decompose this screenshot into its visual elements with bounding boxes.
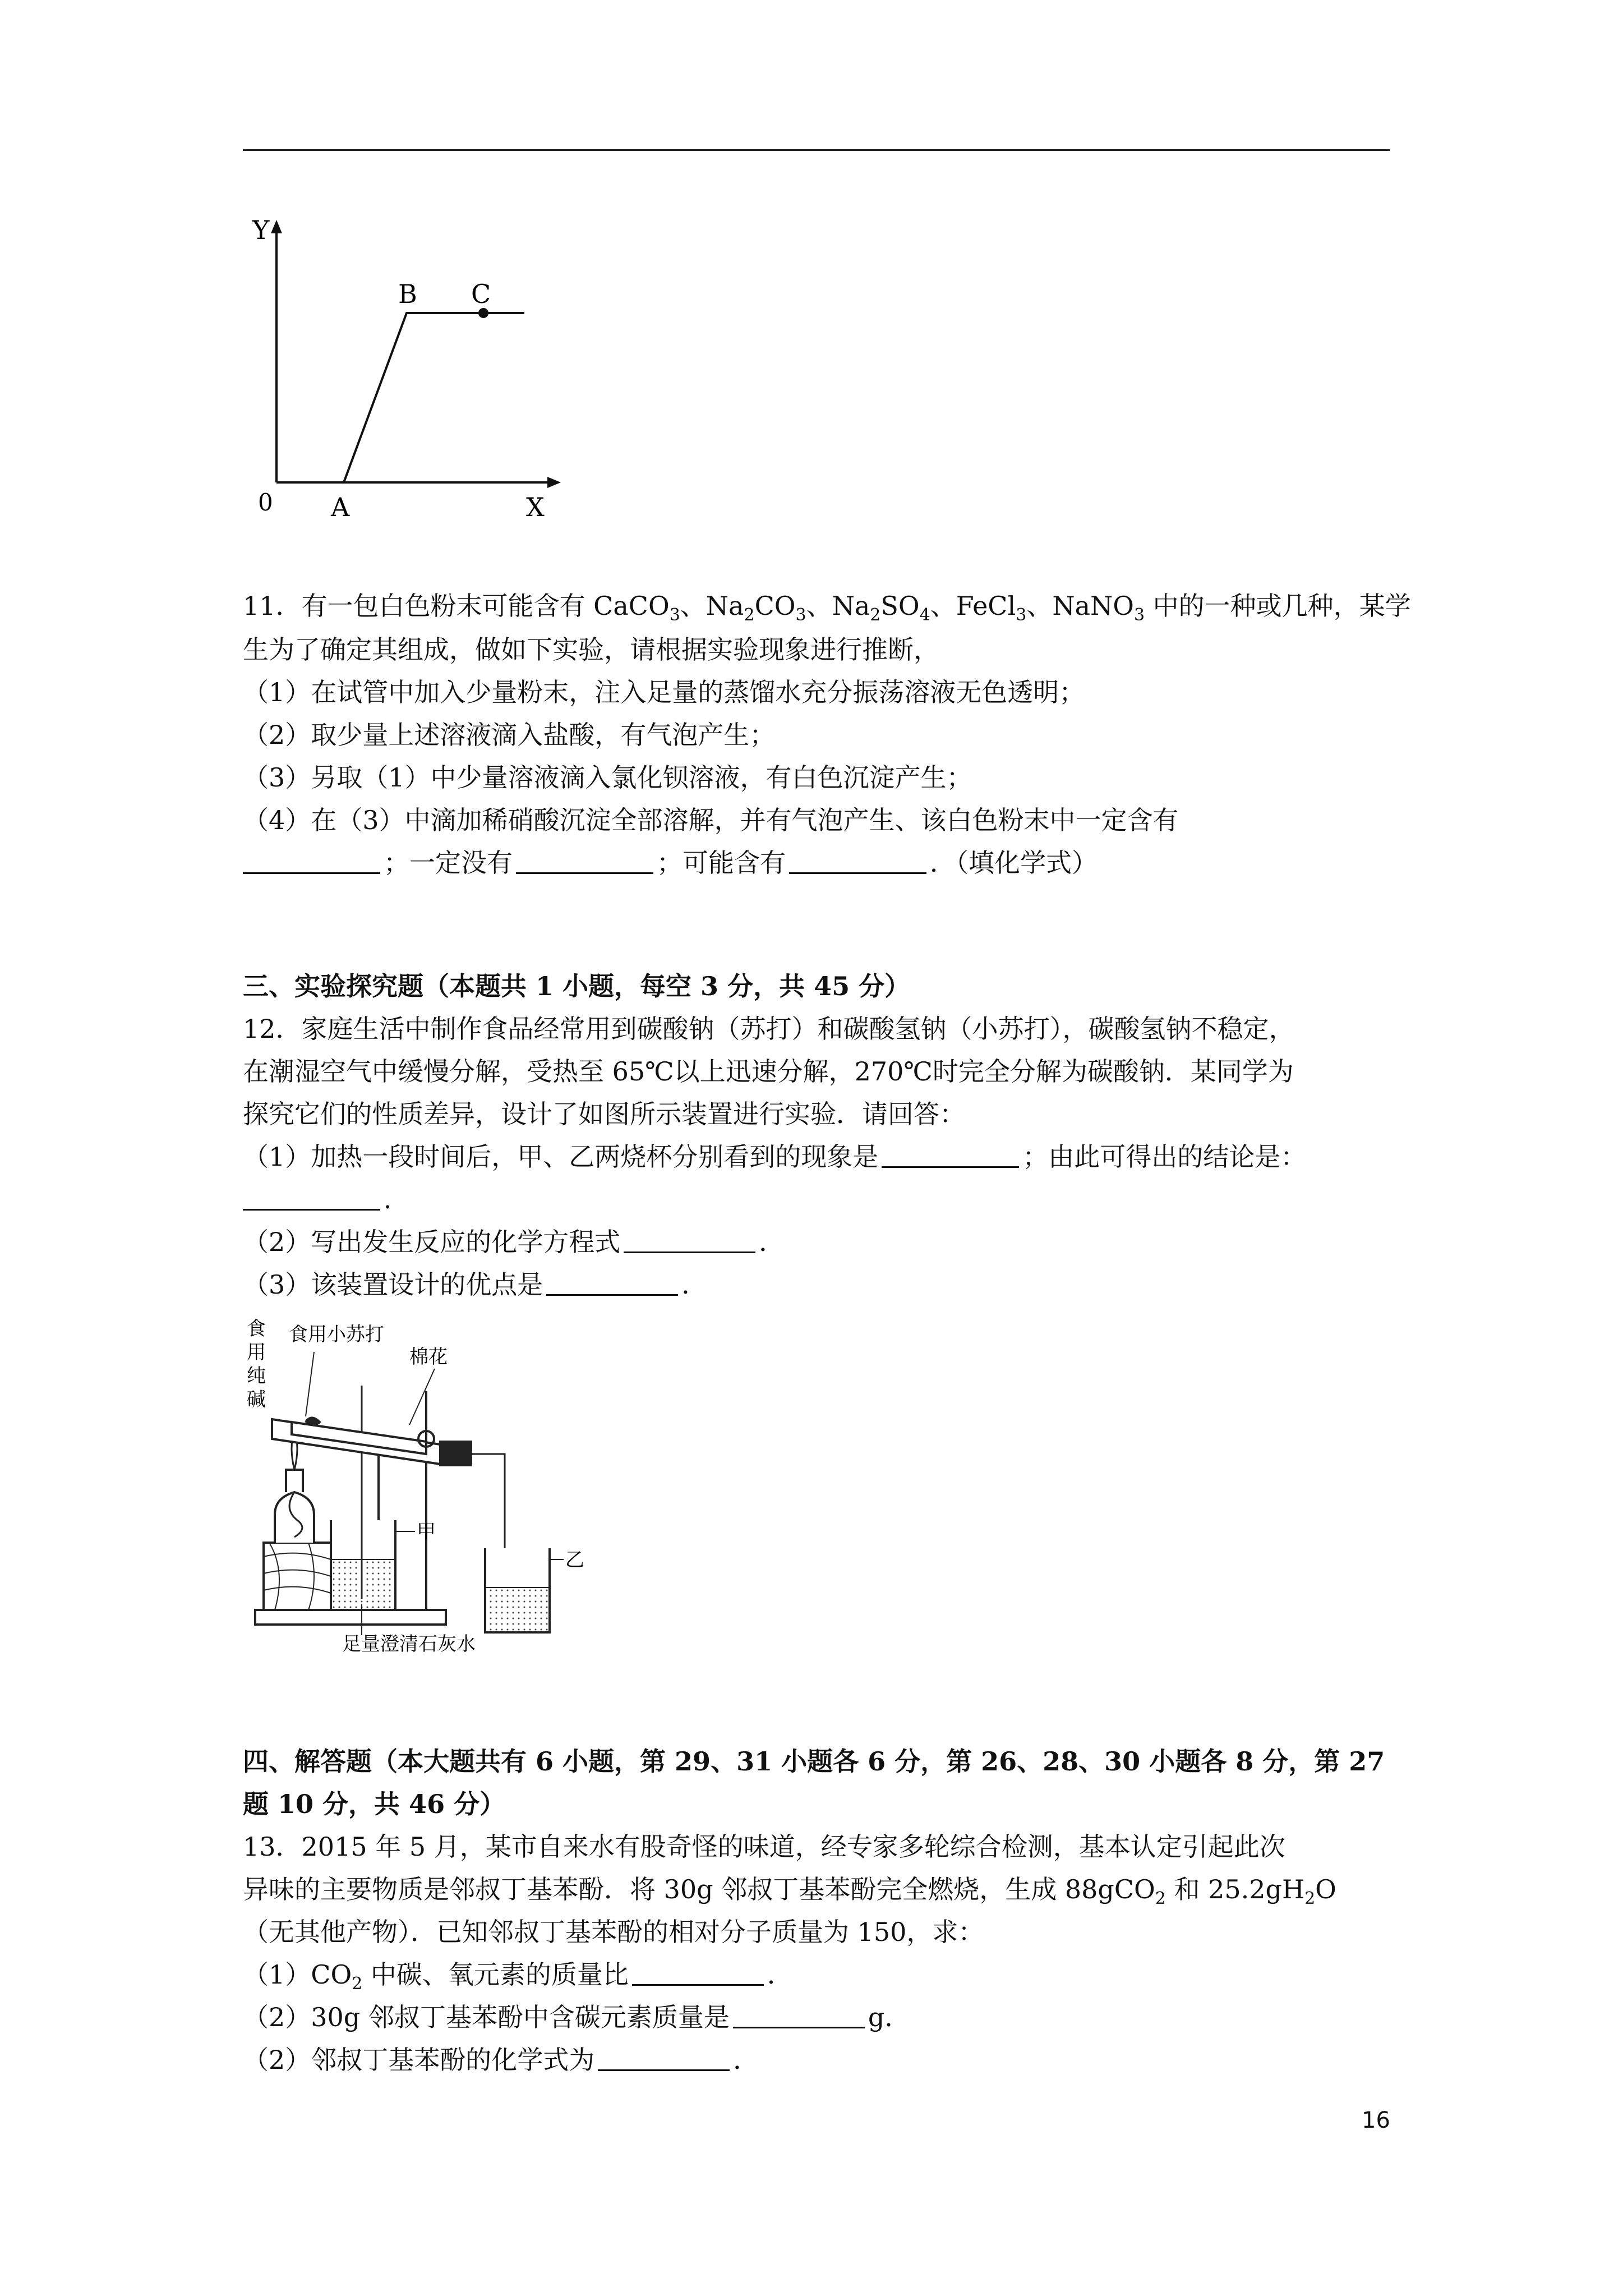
x-axis-arrow — [547, 477, 561, 488]
q12-sub1-cont: ． — [243, 1182, 409, 1216]
y-x-graph — [241, 213, 589, 527]
answer-blank[interactable] — [598, 2045, 730, 2071]
point-a-label: A — [331, 492, 350, 522]
q12-sub2: （2）写出发生反应的化学方程式 ． — [243, 1227, 785, 1257]
label-jia: 甲 — [417, 1521, 436, 1543]
q12-sub3: （3）该装置设计的优点是 ． — [243, 1269, 708, 1300]
q13-sub1: $(1)CO_2$ 中碳、氧元素的质量比 ． — [243, 1959, 793, 1994]
section4-heading-line2: 题 10 分，共 46 分） — [243, 1789, 506, 1819]
q11-answers: ；一定没有 ；可能含有 ．（填化学式） — [243, 846, 1098, 880]
q12-line2: 在潮湿空气中缓慢分解，受热至 65℃以上迅速分解，270℃时完全分解为碳酸钠．某同学为 — [243, 1056, 1294, 1087]
answer-blank[interactable] — [516, 848, 653, 874]
q11-step4: （4）在（3）中滴加稀硝酸沉淀全部溶解，并有气泡产生、该白色粉末中一定含有 — [243, 805, 1179, 835]
q11-step3: （3）另取（1）中少量溶液滴入氯化钡溶液，有白色沉淀产生； — [243, 762, 972, 793]
label-chun: 纯 — [247, 1365, 266, 1387]
q13-line2: 异味的主要物质是邻叔丁基苯酚．将 30g 邻叔丁基苯酚完全燃烧，生成 88gCO$_2$ 和 $25.2gH_2O$ — [243, 1874, 1336, 1908]
answer-blank[interactable] — [632, 1959, 764, 1986]
header-rule — [243, 149, 1390, 151]
answer-blank[interactable] — [243, 1184, 380, 1211]
q13-sub3: （2）邻叔丁基苯酚的化学式为 ． — [243, 2045, 759, 2075]
section3-heading: 三、实验探究题（本题共 1 小题，每空 3 分，共 45 分） — [243, 971, 911, 1001]
label-limewater: 足量澄清石灰水 — [342, 1633, 476, 1655]
q12-sub1: （1）加热一段时间后，甲、乙两烧杯分别看到的现象是 ；由此可得出的结论是： — [243, 1142, 1307, 1172]
q13-line1: 13．2015 年 5 月，某市自来水有股奇怪的味道，经专家多轮综合检测，基本认定引起此次 — [243, 1832, 1285, 1862]
answer-blank[interactable] — [733, 2002, 865, 2028]
label-yi: 乙 — [565, 1549, 584, 1571]
base-plate — [255, 1610, 446, 1625]
answer-blank[interactable] — [624, 1227, 755, 1253]
answer-blank[interactable] — [243, 848, 380, 874]
curve-abc — [344, 313, 524, 482]
q11-step1: （1）在试管中加入少量粉末，注入足量的蒸馏水充分振荡溶液无色透明； — [243, 677, 1085, 707]
origin-label: 0 — [258, 489, 273, 516]
point-c-dot — [478, 308, 488, 318]
label-soda: 食用小苏打 — [289, 1323, 384, 1346]
label-shi: 食 — [247, 1318, 266, 1340]
q13-sub2: （2）30g 邻叔丁基苯酚中含碳元素质量是 g． — [243, 2002, 911, 2032]
answer-blank[interactable] — [789, 848, 926, 874]
q13-line3: （无其他产物）．已知邻叔丁基苯酚的相对分子质量为 150，求： — [243, 1917, 984, 1947]
page-number: 16 — [1362, 2108, 1390, 2133]
point-c-label: C — [471, 279, 491, 309]
answer-blank[interactable] — [882, 1142, 1019, 1168]
x-axis-label: X — [526, 492, 545, 522]
section4-heading-line1: 四、解答题（本大题共有 6 小题，第 29、31 小题各 6 分，第 26、28、30 小题各 8 分，第 27 — [243, 1746, 1385, 1777]
apparatus-diagram — [241, 1307, 623, 1655]
q11-step2: （2）取少量上述溶液滴入盐酸，有气泡产生； — [243, 720, 776, 750]
q12-line3: 探究它们的性质差异，设计了如图所示装置进行实验．请回答： — [243, 1099, 965, 1129]
label-jian: 碱 — [247, 1388, 266, 1411]
answer-blank[interactable] — [546, 1269, 678, 1296]
q11-line1: 11．有一包白色粉末可能含有 CaCO$_3$、$Na_2CO_3$、$Na_2SO_4$、FeCl$_3$、NaNO$_3$ 中的一种或几种，某学 — [243, 591, 1411, 625]
y-axis-label: Y — [252, 215, 270, 245]
q11-line2: 生为了确定其组成，做如下实验，请根据实验现象进行推断， — [243, 634, 939, 665]
label-cotton: 棉花 — [409, 1346, 448, 1368]
q12-line1: 12．家庭生活中制作食品经常用到碳酸钠（苏打）和碳酸氢钠（小苏打），碳酸氢钠不稳定， — [243, 1014, 1295, 1044]
y-axis-arrow — [271, 220, 282, 233]
stopper — [440, 1442, 471, 1465]
label-yong: 用 — [247, 1341, 266, 1364]
point-b-label: B — [398, 279, 417, 309]
